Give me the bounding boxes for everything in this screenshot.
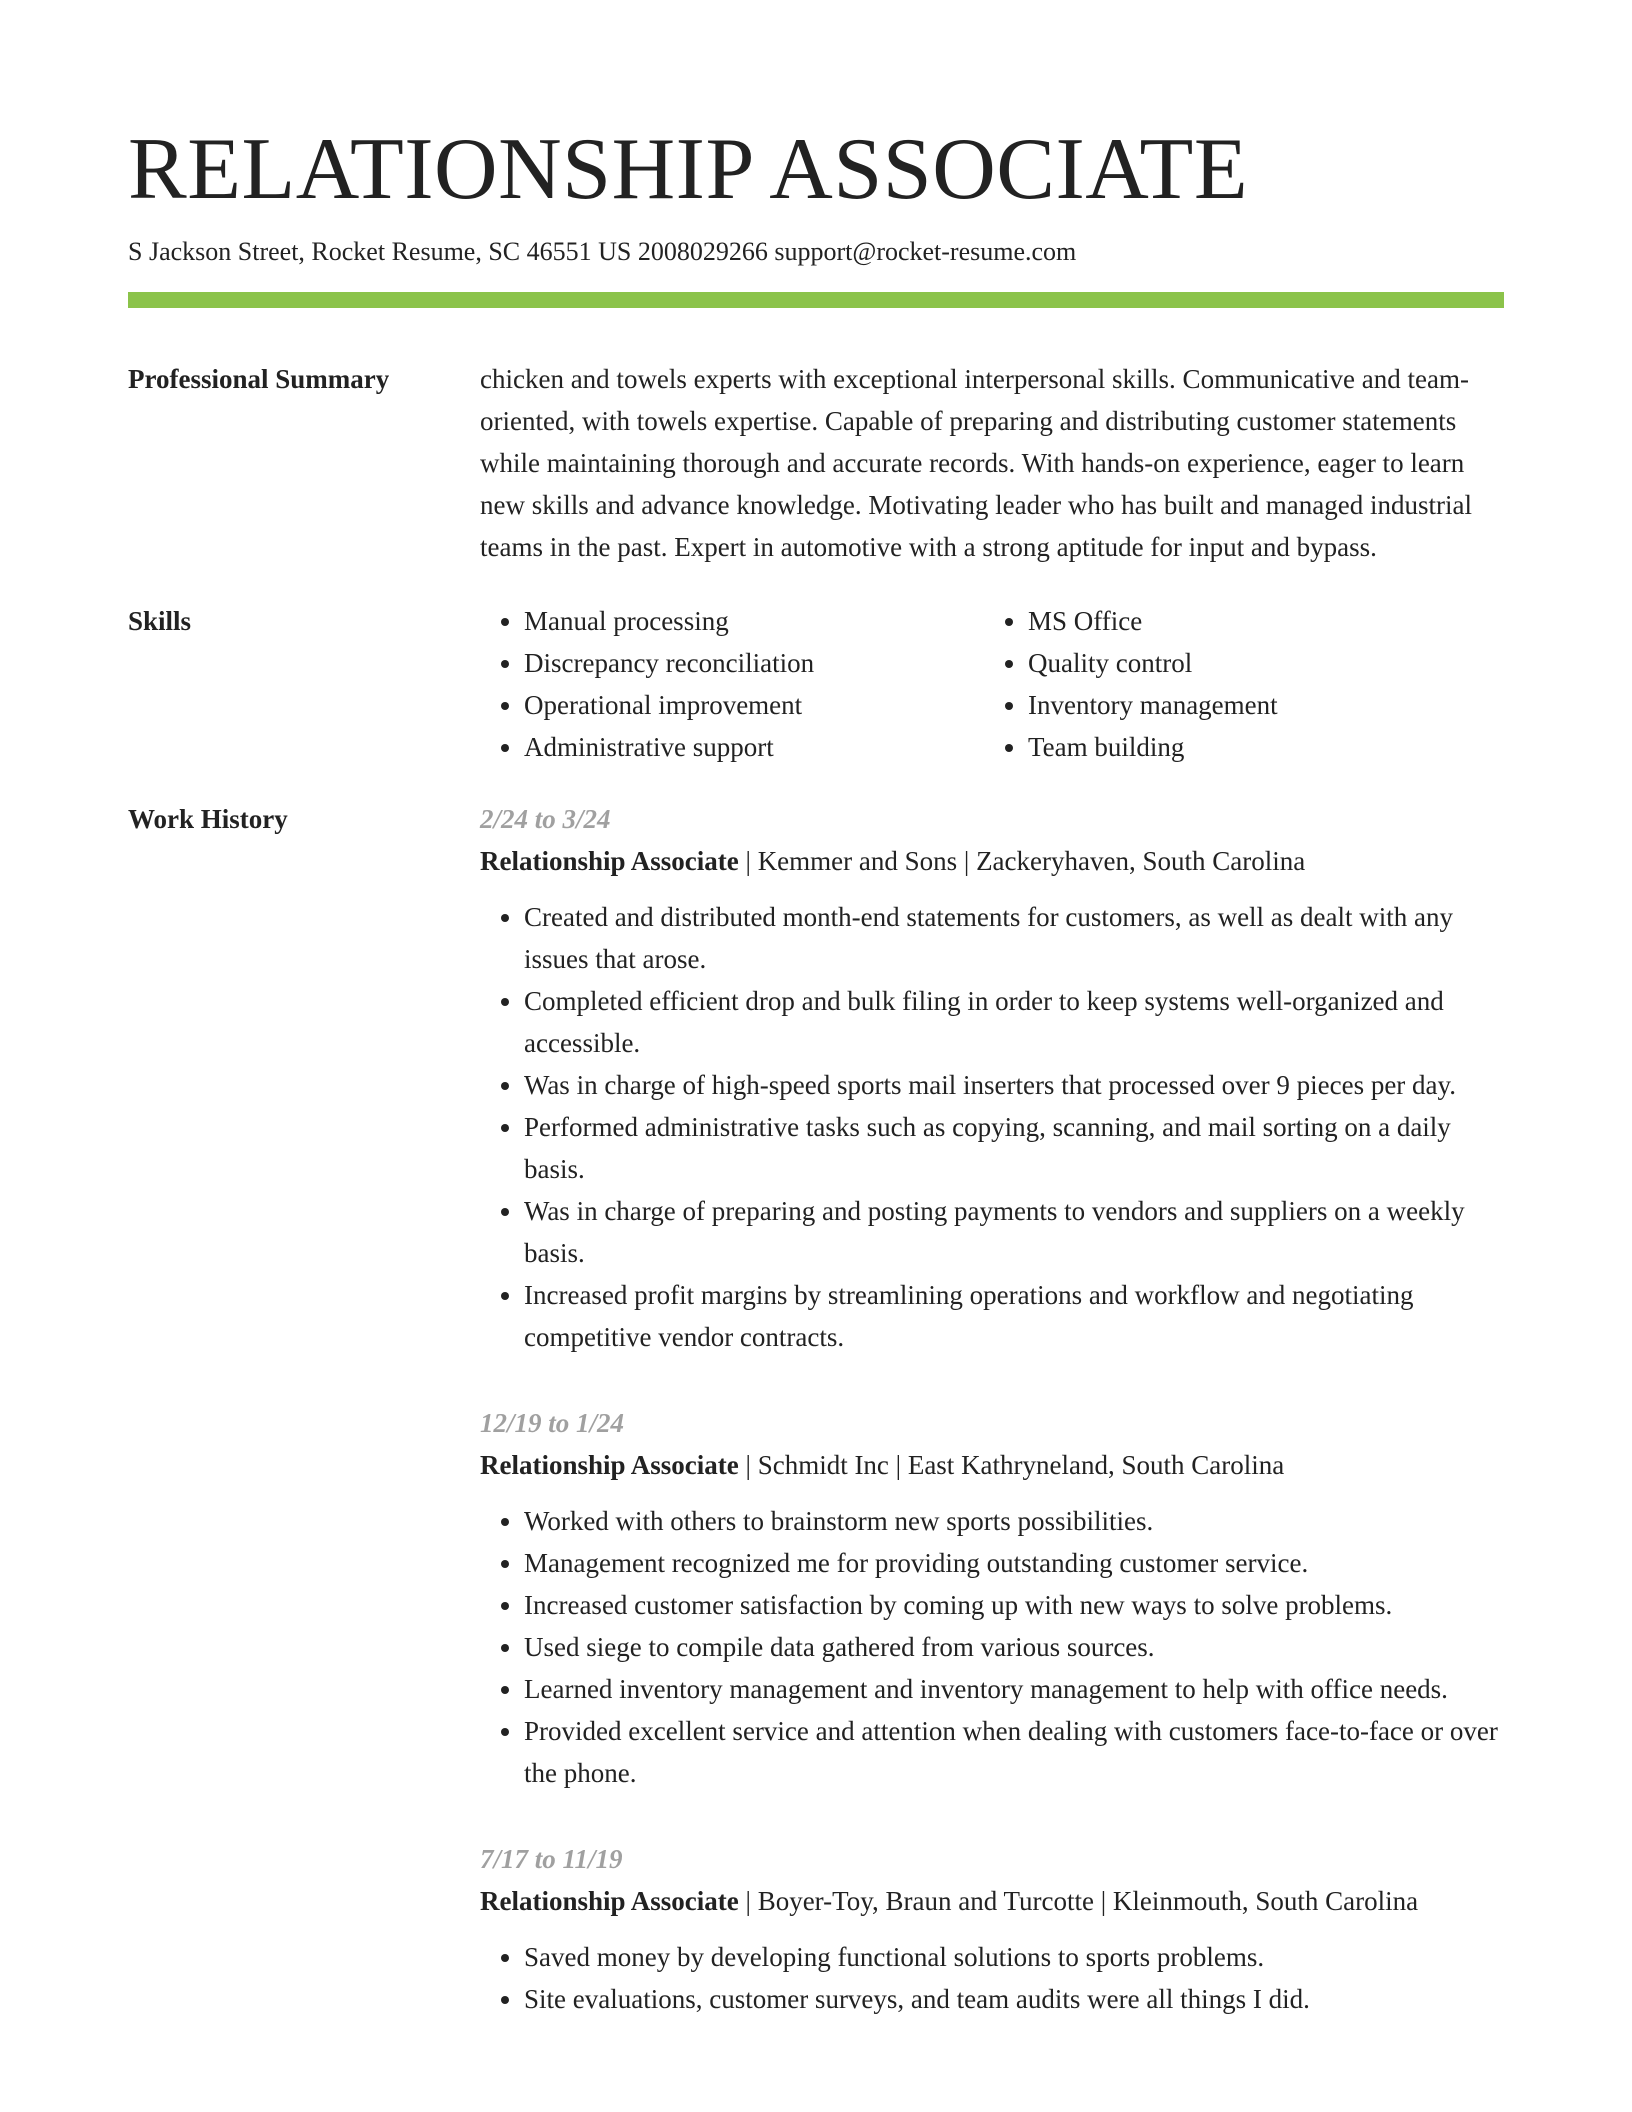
skill-item: • Inventory management: [1028, 684, 1488, 726]
section-label-summary: Professional Summary: [128, 364, 390, 394]
job-bullet: • Was in charge of preparing and posting payments to vendors and suppliers on a weekly basis.: [524, 1190, 1504, 1274]
job-bullet: • Was in charge of high-speed sports mail inserters that processed over 9 pieces per day.: [524, 1064, 1504, 1106]
separator: |: [957, 846, 977, 876]
summary-text: chicken and towels experts with exceptional interpersonal skills. Communicative and team-oriented, with towels expertise. Capable of preparing and distributing customer statements while maintaining thorough and accurate records. With hands-on experience, eager to learn new skills and advance knowledge. Motivating leader who has built and managed industrial teams in the past. Expert in automotive with a strong aptitude for input and bypass.: [480, 364, 1472, 562]
skill-item: • Quality control: [1028, 642, 1488, 684]
job-bullet: • Saved money by developing functional solutions to sports problems.: [524, 1936, 1504, 1978]
skill-item: • Discrepancy reconciliation: [524, 642, 984, 684]
skills-columns: [480, 600, 1504, 768]
job-bullet: • Provided excellent service and attention when dealing with customers face-to-face or over the phone.: [524, 1710, 1504, 1794]
job-dates: 2/24 to 3/24: [480, 804, 611, 834]
separator: |: [1093, 1886, 1113, 1916]
job-bullet: • Created and distributed month-end statements for customers, as well as dealt with any issues that arose.: [524, 896, 1504, 980]
skill-item: • Administrative support: [524, 726, 984, 768]
job-bullet: • Management recognized me for providing outstanding customer service.: [524, 1542, 1504, 1584]
separator: |: [738, 1886, 758, 1916]
separator: |: [738, 846, 758, 876]
skills-section: [128, 600, 1504, 768]
job-bullets: [480, 1936, 1504, 2020]
skills-list-left: [480, 600, 984, 768]
job-company: Schmidt Inc: [757, 1450, 889, 1480]
job-title: Relationship Associate: [480, 1450, 739, 1480]
job-bullet: • Increased profit margins by streamlining operations and workflow and negotiating competitive vendor contracts.: [524, 1274, 1504, 1358]
job-bullet: • Site evaluations, customer surveys, and team audits were all things I did.: [524, 1978, 1504, 2020]
separator: |: [888, 1450, 908, 1480]
job-company: Boyer-Toy, Braun and Turcotte: [757, 1886, 1094, 1916]
job-title: Relationship Associate: [480, 846, 739, 876]
job-location: East Kathryneland, South Carolina: [907, 1450, 1285, 1480]
job-bullet: • Learned inventory management and inventory management to help with office needs.: [524, 1668, 1504, 1710]
job-title: Relationship Associate: [480, 1886, 739, 1916]
job-dates: 7/17 to 11/19: [480, 1844, 623, 1874]
accent-divider: [128, 292, 1504, 308]
job-bullets: [480, 1500, 1504, 1794]
section-label-skills: Skills: [128, 606, 192, 636]
section-label-work: Work History: [128, 804, 288, 834]
job-header: [480, 1444, 1504, 1486]
job-company: Kemmer and Sons: [757, 846, 958, 876]
job-dates: 12/19 to 1/24: [480, 1408, 625, 1438]
job-location: Zackeryhaven, South Carolina: [976, 846, 1306, 876]
separator: |: [738, 1450, 758, 1480]
work-history-body: [480, 798, 1504, 2064]
skills-list-right: [984, 600, 1488, 768]
job-bullet: • Completed efficient drop and bulk filing in order to keep systems well-organized and accessible.: [524, 980, 1504, 1064]
job-bullet: • Used siege to compile data gathered from various sources.: [524, 1626, 1504, 1668]
contact-line: S Jackson Street, Rocket Resume, SC 46551 US 2008029266 support@rocket-resume.com: [128, 237, 1077, 266]
job-bullets: [480, 896, 1504, 1358]
job-header: [480, 840, 1504, 882]
summary-section: [128, 358, 1504, 568]
job-bullet: • Performed administrative tasks such as copying, scanning, and mail sorting on a daily basis.: [524, 1106, 1504, 1190]
job-entry: [480, 798, 1504, 1358]
job-bullet: • Increased customer satisfaction by coming up with new ways to solve problems.: [524, 1584, 1504, 1626]
job-header: [480, 1880, 1504, 1922]
work-history-section: [128, 798, 1504, 2064]
skill-item: • Manual processing: [524, 600, 984, 642]
job-location: Kleinmouth, South Carolina: [1112, 1886, 1419, 1916]
job-bullet: • Worked with others to brainstorm new sports possibilities.: [524, 1500, 1504, 1542]
resume-title: RELATIONSHIP ASSOCIATE: [128, 121, 1249, 218]
job-entry: [480, 1402, 1504, 1794]
skill-item: • MS Office: [1028, 600, 1488, 642]
skill-item: • Operational improvement: [524, 684, 984, 726]
skill-item: • Team building: [1028, 726, 1488, 768]
job-entry: [480, 1838, 1504, 2020]
